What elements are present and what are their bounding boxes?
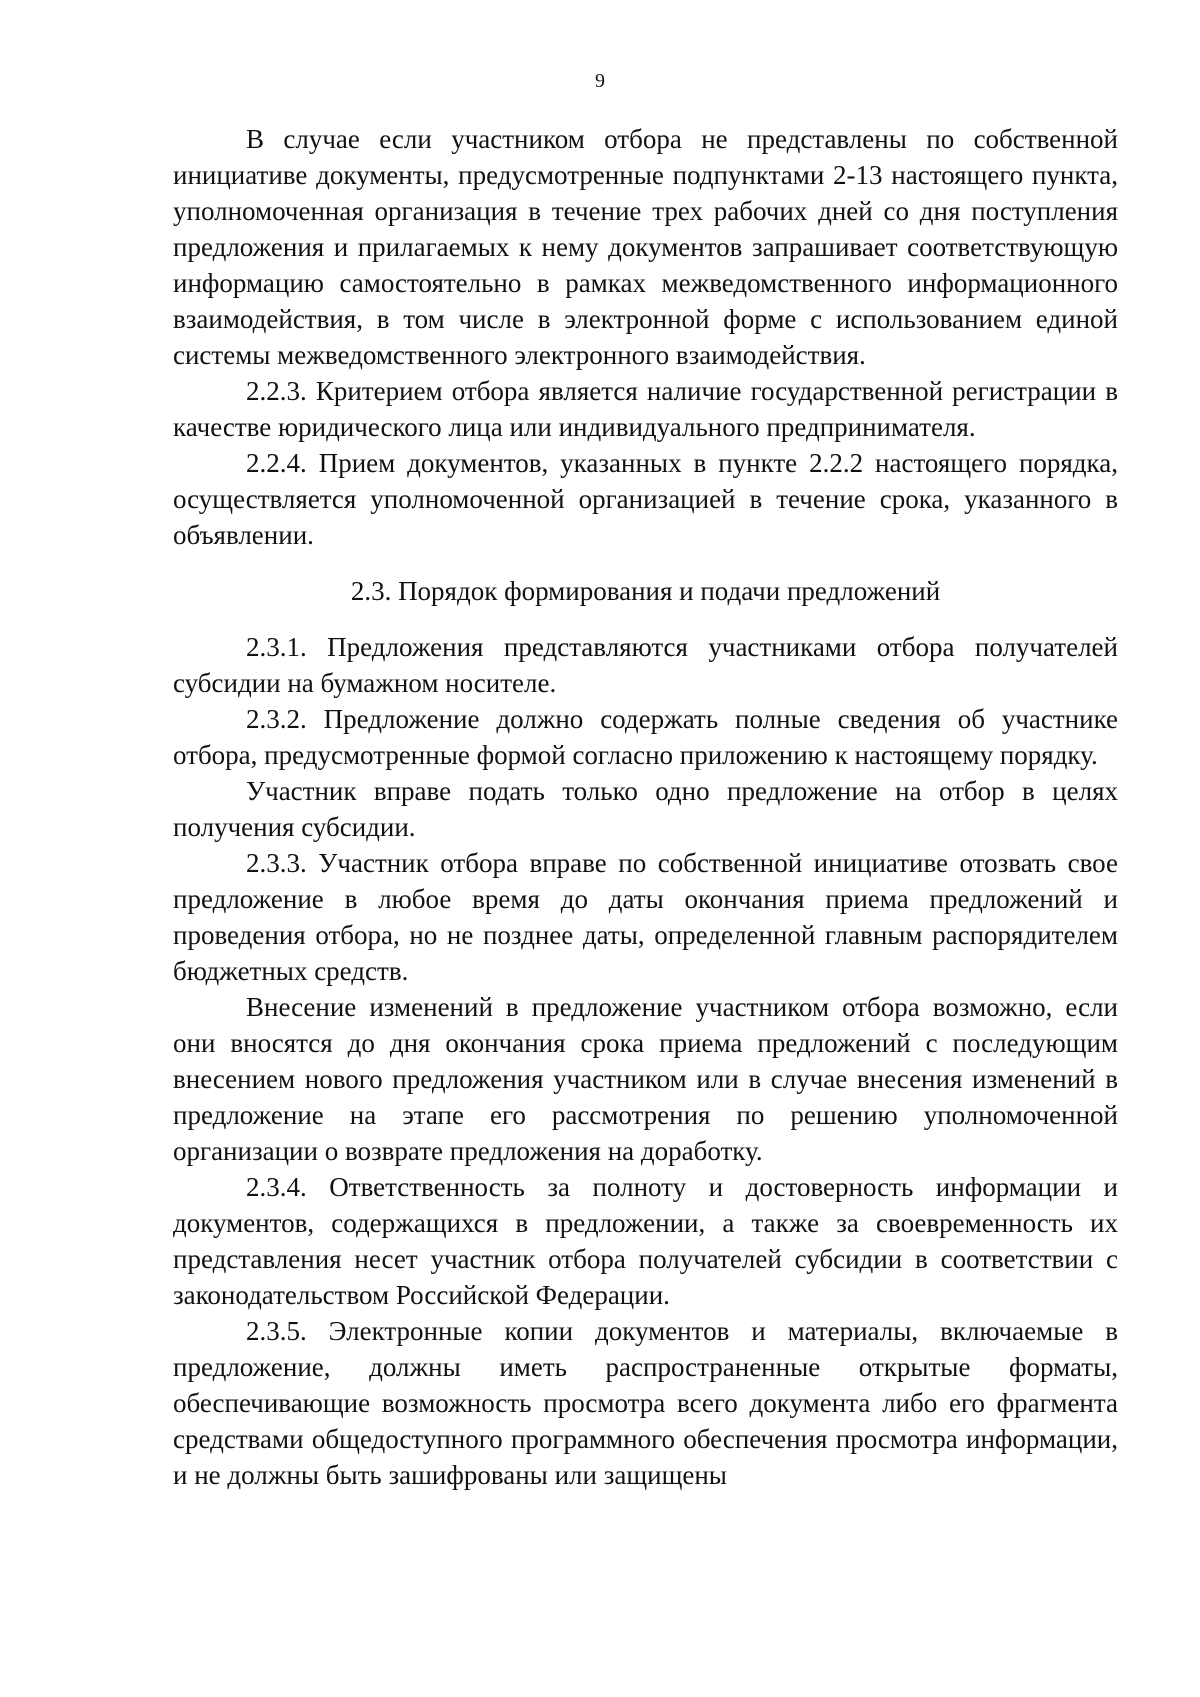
paragraph-2-3-4: 2.3.4. Ответственность за полноту и достоверность информации и документов, содержащихся в предложении, а также за своевременность их представления несет участник отбора получателей субсидии в соответствии с законодательством Российской Федерации. [173, 1172, 1118, 1310]
paragraph-amendments: Внесение изменений в предложение участником отбора возможно, если они вносятся до дня окончания срока приема предложений с последующим внесением нового предложения участником или в случае внесения изменений в предложение на этапе его рассмотрения по решению уполномоченной организации о возврате предложения на доработку. [173, 992, 1118, 1166]
paragraph-single-proposal: Участник вправе подать только одно предложение на отбор в целях получения субсидии. [173, 776, 1118, 842]
paragraph-2-3-3: 2.3.3. Участник отбора вправе по собственной инициативе отозвать свое предложение в любое время до даты окончания приема предложений и проведения отбора, но не позднее даты, определенной главным распорядителем бюджетных средств. [173, 848, 1118, 986]
paragraph-interagency-request: В случае если участником отбора не представлены по собственной инициативе документы, предусмотренные подпунктами 2-13 настоящего пункта, уполномоченная организация в течение трех рабочих дней со дня поступления предложения и прилагаемых к нему документов запрашивает соответствующую информацию самостоятельно в рамках межведомственного информационного взаимодействия, в том числе в электронной форме с использованием единой системы межведомственного электронного взаимодействия. [173, 124, 1118, 370]
document-body [173, 121, 1118, 1493]
paragraph-2-3-1: 2.3.1. Предложения представляются участниками отбора получателей субсидии на бумажном носителе. [173, 632, 1118, 698]
paragraph-2-3-5: 2.3.5. Электронные копии документов и материалы, включаемые в предложение, должны иметь распространенные открытые форматы, обеспечивающие возможность просмотра всего документа либо его фрагмента средствами общедоступного программного обеспечения просмотра информации, и не должны быть зашифрованы или защищены [173, 1316, 1118, 1490]
section-heading-2-3: 2.3. Порядок формирования и подачи предложений [350, 576, 941, 606]
page-number: 9 [595, 70, 605, 92]
paragraph-2-3-2: 2.3.2. Предложение должно содержать полные сведения об участнике отбора, предусмотренные формой согласно приложению к настоящему порядку. [173, 704, 1118, 770]
paragraph-2-2-4: 2.2.4. Прием документов, указанных в пункте 2.2.2 настоящего порядка, осуществляется уполномоченной организацией в течение срока, указанного в объявлении. [173, 448, 1118, 550]
paragraph-2-2-3: 2.2.3. Критерием отбора является наличие государственной регистрации в качестве юридического лица или индивидуального предпринимателя. [173, 376, 1118, 442]
